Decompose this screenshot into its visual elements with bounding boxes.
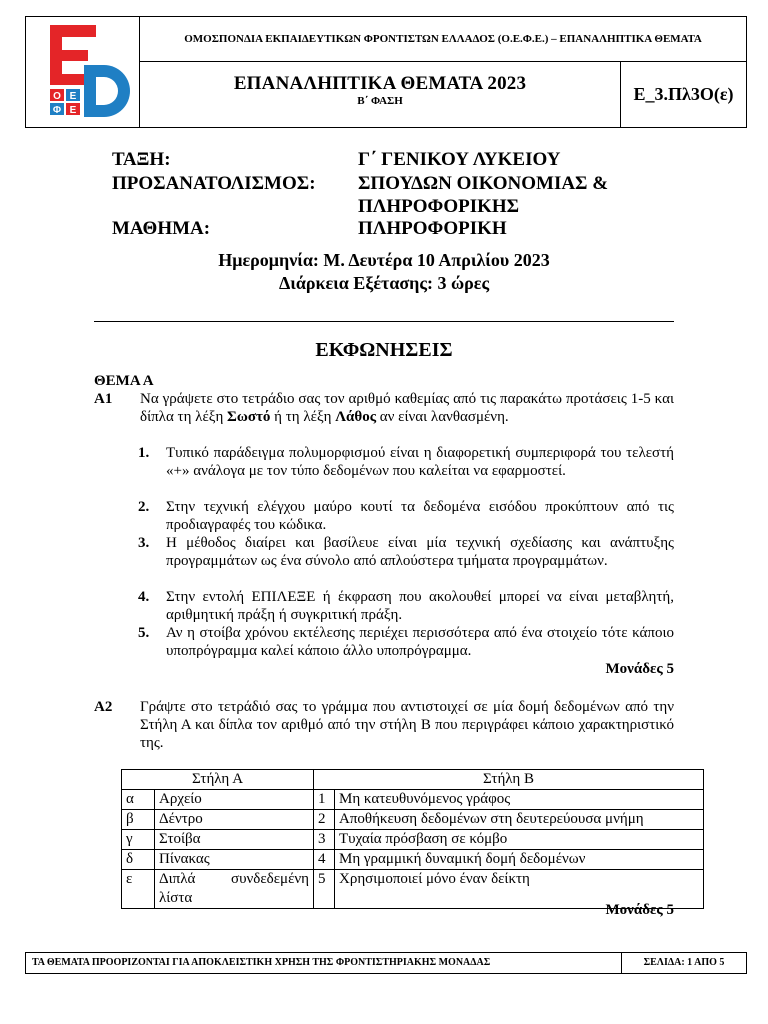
logo-letter: Φ <box>52 105 62 116</box>
matching-table <box>121 769 704 909</box>
a1-item-text: Στην τεχνική ελέγχου μαύρο κουτί τα δεδομένα εισόδου προκύπτουν από τις προδιαγραφές του κώδικα. <box>166 499 674 533</box>
row-number: 3 <box>314 830 335 850</box>
logo-letter: Ε <box>69 105 77 116</box>
theme-heading: ΘΕΜΑ Α <box>94 373 154 389</box>
row-structure: Διπλά συνδεδεμένη λίστα <box>155 870 314 909</box>
exam-date: Ημερομηνία: Μ. Δευτέρα 10 Απριλίου 2023 <box>218 250 550 270</box>
table-row <box>122 850 704 870</box>
a1-intro-text: ή τη λέξη <box>270 409 336 425</box>
a1-wrong-word: Λάθος <box>335 409 377 425</box>
column-b-header: Στήλη Β <box>314 770 704 790</box>
row-letter: δ <box>122 850 155 870</box>
row-structure: Δέντρο <box>155 810 314 830</box>
a1-intro-text: Να γράψετε στο τετράδιο σας τον αριθμό καθεμίας από τις παρακάτω προτάσεις 1-5 και δίπλα τη λέξη <box>140 391 674 425</box>
table-row <box>122 810 704 830</box>
question-a1-intro <box>140 390 674 426</box>
logo-letter: Ε <box>69 91 77 102</box>
exam-phase: Β΄ ΦΑΣΗ <box>357 95 403 107</box>
row-letter: β <box>122 810 155 830</box>
question-a2-text: Γράψτε στο τετράδιό σας το γράμμα που αντιστοιχεί σε μία δομή δεδομένων από την Στήλη Α και δίπλα τον αριθμό από την στήλη Β που περιγράφει κάποιο χαρακτηριστικό της. <box>140 699 674 751</box>
a1-item-number: 4. <box>138 589 150 605</box>
row-structure: Στοίβα <box>155 830 314 850</box>
organization-name: ΟΜΟΣΠΟΝΔΙΑ ΕΚΠΑΙΔΕΥΤΙΚΩΝ ΦΡΟΝΤΙΣΤΩΝ ΕΛΛΑΔΟΣ (Ο.Ε.Φ.Ε.) – ΕΠΑΝΑΛΗΠΤΙΚΑ ΘΕΜΑΤΑ <box>140 17 746 62</box>
divider <box>94 321 674 322</box>
row-description: Τυχαία πρόσβαση σε κόμβο <box>335 830 704 850</box>
column-a-header: Στήλη Α <box>122 770 314 790</box>
row-letter: γ <box>122 830 155 850</box>
a1-intro-text: αν είναι λανθασμένη. <box>376 409 509 425</box>
oefe-logo <box>26 17 140 127</box>
class-label: ΤΑΞΗ: <box>112 149 171 170</box>
a1-item-text: Η μέθοδος διαίρει και βασίλευε είναι μία τεχνική σχεδίασης και ανάπτυξης προγραμμάτων ως ένα σύνολο από απλούστερα τμήματα προγραμμάτων. <box>166 535 674 569</box>
orientation-label: ΠΡΟΣΑΝΑΤΟΛΙΣΜΟΣ: <box>112 173 316 194</box>
row-structure: Πίνακας <box>155 850 314 870</box>
a1-item-number: 1. <box>138 445 150 461</box>
row-description: Αποθήκευση δεδομένων στη δευτερεύουσα μνήμη <box>335 810 704 830</box>
question-a2-label: Α2 <box>94 699 113 715</box>
a1-item-text: Τυπικό παράδειγμα πολυμορφισμού είναι η διαφορετική συμπεριφορά του τελεστή «+» ανάλογα με τον τύπο δεδομένων που καλείται να εφαρμοστεί. <box>166 445 674 479</box>
footer-notice: ΤΑ ΘΕΜΑΤΑ ΠΡΟΟΡΙΖΟΝΤΑΙ ΓΙΑ ΑΠΟΚΛΕΙΣΤΙΚΗ ΧΡΗΣΗ ΤΗΣ ΦΡΟΝΤΙΣΤΗΡΙΑΚΗΣ ΜΟΝΑΔΑΣ <box>32 957 491 968</box>
exam-duration: Διάρκεια Εξέτασης: 3 ώρες <box>278 273 490 293</box>
a1-item-number: 3. <box>138 535 150 551</box>
a1-points: Μονάδες 5 <box>605 661 674 677</box>
row-description: Μη γραμμική δυναμική δομή δεδομένων <box>335 850 704 870</box>
exam-title: ΕΠΑΝΑΛΗΠΤΙΚΑ ΘΕΜΑΤΑ 2023 <box>233 73 527 94</box>
a1-item-text: Αν η στοίβα χρόνου εκτέλεσης περιέχει περισσότερα από ένα στοιχείο τότε κάποιο υποπρόγραμμα καλεί κάποιο άλλο υποπρόγραμμα. <box>166 625 674 659</box>
row-number: 5 <box>314 870 335 909</box>
orientation-value-1: ΣΠΟΥΔΩΝ ΟΙΚΟΝΟΜΙΑΣ & <box>358 173 609 194</box>
table-row <box>122 790 704 810</box>
orientation-value-2: ΠΛΗΡΟΦΟΡΙΚΗΣ <box>358 196 520 217</box>
row-description: Χρησιμοποιεί μόνο έναν δείκτη <box>335 870 704 909</box>
a1-correct-word: Σωστό <box>227 409 271 425</box>
a1-item-number: 2. <box>138 499 150 515</box>
logo-letter: Ο <box>53 91 61 102</box>
exam-title-block <box>140 62 621 127</box>
class-value: Γ΄ ΓΕΝΙΚΟΥ ΛΥΚΕΙΟΥ <box>358 149 561 170</box>
row-number: 1 <box>314 790 335 810</box>
row-number: 4 <box>314 850 335 870</box>
a2-points: Μονάδες 5 <box>605 902 674 918</box>
page-footer <box>25 952 747 974</box>
subject-label: ΜΑΘΗΜΑ: <box>112 218 211 239</box>
row-number: 2 <box>314 810 335 830</box>
oefe-logo-mark <box>26 17 139 127</box>
exam-code: Ε_3.Πλ3Ο(ε) <box>633 84 734 104</box>
table-header-row <box>122 770 704 790</box>
page-number: ΣΕΛΙΔΑ: 1 ΑΠΟ 5 <box>621 953 746 973</box>
row-description: Μη κατευθυνόμενος γράφος <box>335 790 704 810</box>
page-header <box>25 16 747 128</box>
section-title: ΕΚΦΩΝΗΣΕΙΣ <box>315 339 453 361</box>
row-structure: Αρχείο <box>155 790 314 810</box>
row-letter: ε <box>122 870 155 909</box>
subject-value: ΠΛΗΡΟΦΟΡΙΚΗ <box>358 218 507 239</box>
question-a1-label: Α1 <box>94 391 113 407</box>
a1-item-text: Στην εντολή ΕΠΙΛΕΞΕ ή έκφραση που ακολουθεί μπορεί να είναι μεταβλητή, αριθμητική πράξη ή συγκριτική πράξη. <box>166 589 674 623</box>
table-row <box>122 830 704 850</box>
row-letter: α <box>122 790 155 810</box>
a1-item-number: 5. <box>138 625 150 641</box>
